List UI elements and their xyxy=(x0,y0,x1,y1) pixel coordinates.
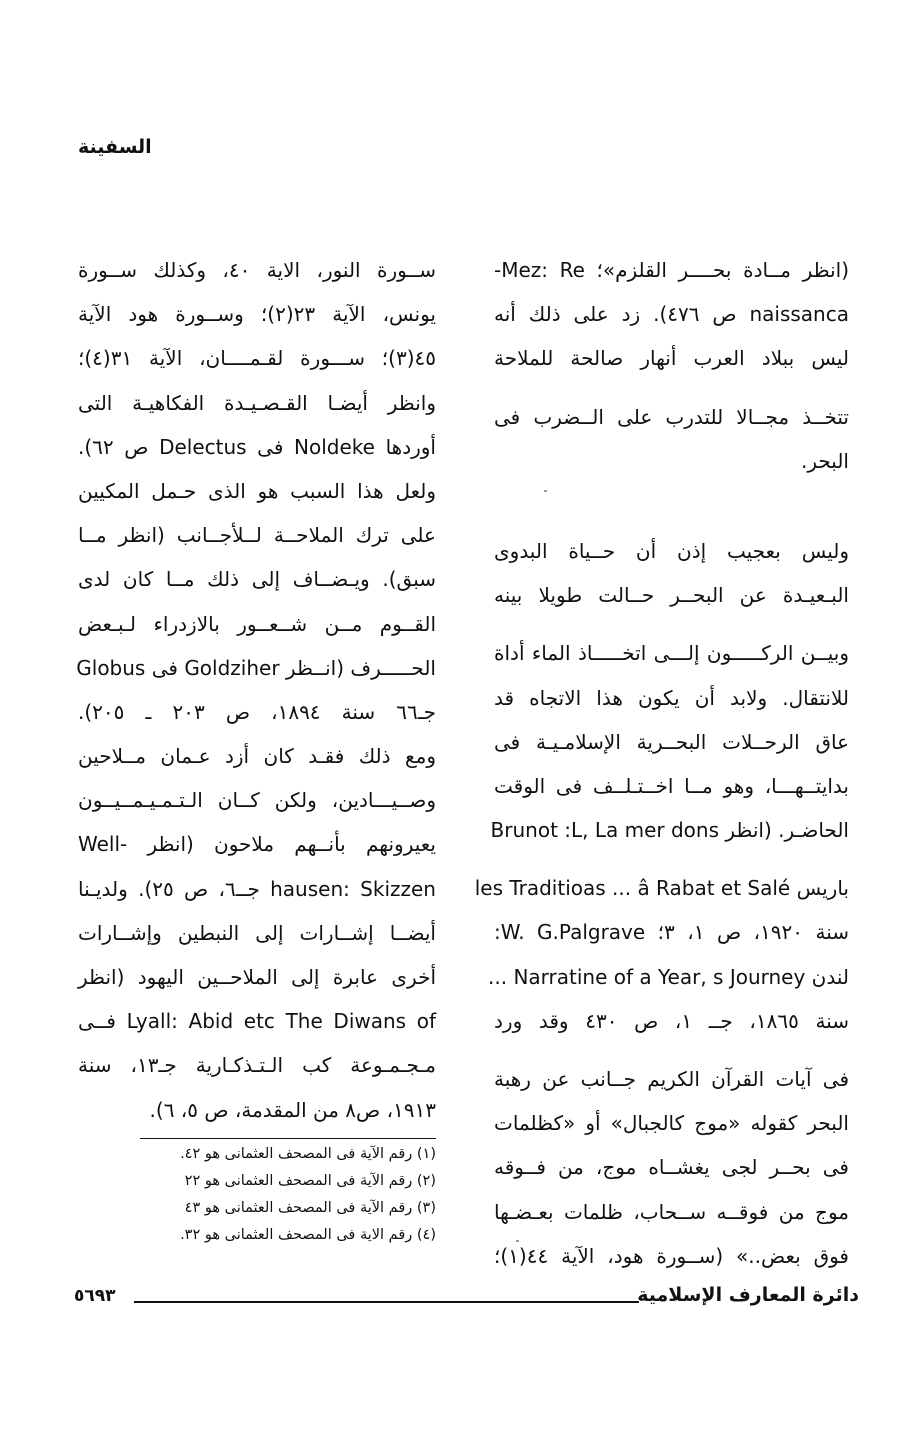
text-line: ليس ببلاد العرب أنهار صالحة للملاحة xyxy=(494,346,849,371)
text-line: ٤٥(٣)؛ ســـورة لقـمــــان، الآية ٣١(٤)؛ xyxy=(78,346,436,371)
text-line: جـ٦٦ سنة ١٨٩٤، ص ٢٠٣ ـ ٢٠٥). xyxy=(78,699,436,724)
text-line: القــوم مــن شــعــور بالازدراء لـبـعض xyxy=(78,611,436,636)
page-footer xyxy=(74,1284,859,1314)
text-line: وصــيـــادين، ولكن كــان الـتـمـيـمــيــون xyxy=(78,788,436,813)
text-line: لندن Narratine of a Year, s Journey ... xyxy=(488,964,849,989)
text-line: سنة ١٨٦٥، جــ ١، ص ٤٣٠ وقد ورد xyxy=(494,1008,849,1033)
left-column xyxy=(78,248,436,1132)
text-line: الحاضـر. (انظر Brunot :L, La mer dons xyxy=(490,818,849,843)
scan-speck xyxy=(544,490,547,492)
text-line: بدايتــهـــا، وهو مــا اخــتـلــف فى الوقت xyxy=(494,773,849,798)
text-line: يعيرونهم بأنــهم ملاحون (انظر -Well xyxy=(78,832,436,857)
text-line: البحر. xyxy=(801,448,849,473)
footer-rule xyxy=(134,1301,639,1303)
footnotes xyxy=(140,1138,436,1249)
running-head xyxy=(0,136,921,172)
text-line: باريس les Traditioas ... â Rabat et Salé xyxy=(474,876,849,901)
scan-speck xyxy=(516,1240,519,1242)
text-line: الحـــــرف (انــظر Goldziher فى Globus xyxy=(76,655,436,680)
text-line: سبق). ويـضــاف إلى ذلك مــا كان لدى xyxy=(78,567,436,592)
text-line: (انظر مــادة بحــــر القلزم»؛ Mez: Re- xyxy=(494,258,849,282)
article-title: السفينة xyxy=(78,136,152,158)
text-line: أوردها Noldeke فى Delectus ص ٦٢). xyxy=(78,434,436,459)
text-line: فوق بعض..» (ســورة هود، الآية ٤٤(١)؛ xyxy=(494,1243,849,1268)
journal-name: دائرة المعارف الإسلامية xyxy=(637,1284,859,1306)
footnote: (٤) رقم الاية فى المصحف العثمانى هو ٣٢. xyxy=(180,1227,436,1243)
text-line: Lyall: Abid etc The Diwans of فــى xyxy=(78,1009,437,1034)
text-line: وانظر أيضـا القـصـيـدة الفكاهيـة التى xyxy=(78,390,436,415)
text-line: البـعيـدة عن البحــر حــالت طويلا بينه xyxy=(494,583,849,608)
text-line: أيضــا إشــارات إلى النبطين وإشــارات xyxy=(78,920,436,945)
right-column xyxy=(474,248,850,1278)
text-line: ســورة النور، الاية ٤٠، وكذلك ســورة xyxy=(78,258,436,282)
text-line: مـجـمـوعة كب الـتـذكـارية جـ١٣، سنة xyxy=(78,1053,437,1078)
footnote: (٣) رقم الآية فى المصحف العثمانى هو ٤٣ xyxy=(184,1200,436,1216)
page-number: ٥٦٩٣ xyxy=(74,1286,116,1306)
text-line: تتخــذ مجــالا للتدرب على الــضرب فى xyxy=(494,404,849,429)
text-line: أخرى عابرة إلى الملاحــين اليهود (انظر xyxy=(78,965,436,989)
text-line: سنة ١٩٢٠، ص ١، ٣؛ W. G.Palgrave: xyxy=(494,920,850,945)
text-line: يونس، الآية ٢٣(٢)؛ وســورة هود الآية xyxy=(78,302,437,327)
text-line: فى آيات القرآن الكريم جــانب عن رهبة xyxy=(494,1067,849,1091)
text-line: ولعل هذا السبب هو الذى حـمل المكيين xyxy=(78,478,436,503)
text-line: وبيــن الركـــــون إلـــى اتخـــــاذ الماء أداة xyxy=(494,641,849,666)
text-line: hausen: Skizzen جــ٦، ص ٢٥). ولديـنا xyxy=(78,876,436,901)
text-line: على ترك الملاحــة لــلأجــانب (انظر مــا xyxy=(78,523,436,548)
text-line: naissanca ص ٤٧٦). زد على ذلك أنه xyxy=(494,302,849,327)
text-line: عاق الرحــلات البحــرية الإسلامـيـة فى xyxy=(494,729,849,754)
text-line: ومع ذلك فقـد كان أزد عـمان مــلاحين xyxy=(78,744,436,769)
footnote: (٢) رقم الآية فى المصحف العثمانى هو ٢٢ xyxy=(184,1173,436,1189)
text-line: فى بحــر لجى يغشــاه موج، من فــوقه xyxy=(494,1155,849,1180)
text-line: موج من فوقــه ســحاب، ظلمات بعـضـها xyxy=(494,1199,849,1224)
text-line: وليس بعجيب إذن أن حــياة البدوى xyxy=(494,538,849,563)
text-line: للانتقال. ولابد أن يكون هذا الاتجاه قد xyxy=(494,685,849,710)
footnote: (١) رقم الآية فى المصحف العثمانى هو ٤٢. xyxy=(180,1146,436,1162)
text-line: البحر كقوله «موج كالجبال» أو «كظلمات xyxy=(494,1111,849,1136)
text-line: ١٩١٣، ص٨ من المقدمة، ص ٥، ٦). xyxy=(149,1097,436,1122)
